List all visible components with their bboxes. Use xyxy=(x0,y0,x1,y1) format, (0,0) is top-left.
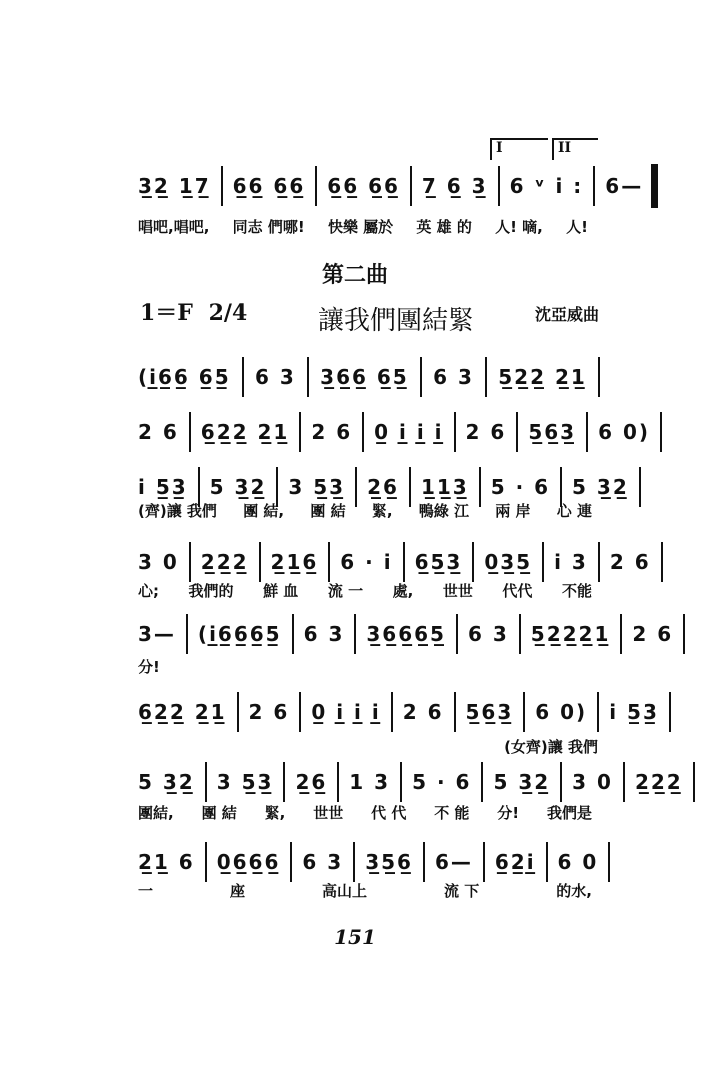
measure: 5 · 6 xyxy=(490,475,551,499)
barline xyxy=(660,412,662,452)
lyric: 高山上 xyxy=(322,882,368,900)
measure: 5̲6̲3̲ xyxy=(528,420,577,444)
barline xyxy=(315,166,317,206)
measure: i 3 xyxy=(554,550,588,574)
lyrics-line-top xyxy=(138,216,610,237)
measure: 2̲2̲2̲ xyxy=(200,550,249,574)
lyric: 分! xyxy=(138,658,160,676)
barline xyxy=(205,762,207,802)
lyric: 鮮 血 xyxy=(263,582,299,600)
lyric: 流 一 xyxy=(327,582,364,600)
barline xyxy=(328,542,330,582)
measure: 6 3 xyxy=(433,365,474,389)
measure: 5 · 6 xyxy=(412,770,472,794)
barline xyxy=(391,692,393,732)
barline xyxy=(661,542,663,582)
section-title: 第二曲 xyxy=(321,263,388,288)
lyric: 的水, xyxy=(556,882,592,900)
measure: 1̲1̲3̲ xyxy=(420,475,469,499)
measure: 6— xyxy=(605,174,644,198)
lyric: 快樂 屬於 xyxy=(327,218,394,236)
measure: (i̲6̲6̲ 6̲5̲ xyxy=(138,365,231,389)
measure: 6 0) xyxy=(598,420,650,444)
barline xyxy=(456,614,458,654)
volta-1-label: I xyxy=(496,140,503,156)
volta-2-label: II xyxy=(558,140,572,156)
lyric: 鴨綠 江 xyxy=(418,502,470,520)
barline xyxy=(483,842,485,882)
measure: 3 0 xyxy=(138,550,179,574)
lyric: 處, xyxy=(392,582,414,600)
lyrics-line xyxy=(138,580,610,601)
measure: 0̲ i̲ i̲ i̲ xyxy=(374,420,444,444)
barline xyxy=(472,542,474,582)
measure: 2 6 xyxy=(248,700,290,724)
measure: 0̲ i̲ i̲ i̲ xyxy=(311,700,381,724)
measure: 6 · i xyxy=(340,550,393,574)
measure: 2̲2̲2̲ xyxy=(634,770,683,794)
measure: 3 5̲3̲ xyxy=(288,475,346,499)
notation-line xyxy=(138,612,674,656)
barline xyxy=(290,842,292,882)
lyric: 緊, xyxy=(371,502,393,520)
barline xyxy=(299,412,301,452)
barline xyxy=(307,357,309,397)
measure: 6 ᵛ i : xyxy=(509,174,584,198)
measure: 6 3 xyxy=(255,365,296,389)
measure: 6 0) xyxy=(535,700,588,724)
barline xyxy=(353,842,355,882)
measure: 5 3̲2̲ xyxy=(209,475,267,499)
barline xyxy=(189,412,191,452)
measure: 3̲6̲6̲ 6̲5̲ xyxy=(320,365,409,389)
lyric: 不能 xyxy=(561,582,592,600)
lyric: 團 結, xyxy=(243,502,285,520)
barline xyxy=(523,692,525,732)
measure: 3— xyxy=(138,622,176,646)
barline xyxy=(639,467,641,507)
barline xyxy=(683,614,685,654)
measure: 5 3̲2̲ xyxy=(138,770,195,794)
measure: 2 6 xyxy=(632,622,674,646)
lyric: 世世 xyxy=(313,804,344,822)
measure: 2 6 xyxy=(311,420,353,444)
barline xyxy=(593,166,595,206)
barline xyxy=(205,842,207,882)
voice-label: (女齊)讓 我們 xyxy=(504,738,598,756)
barline xyxy=(189,542,191,582)
measure: 5̲6̲3̲ xyxy=(465,700,514,724)
barline xyxy=(454,692,456,732)
measure: 6̲2̲2̲ 2̲1̲ xyxy=(138,700,227,724)
lyrics-line xyxy=(138,802,610,823)
key-signature xyxy=(140,296,247,327)
measure: 6̲5̲3̲ xyxy=(414,550,463,574)
volta-bracket-2 xyxy=(552,138,598,160)
barline xyxy=(560,762,562,802)
lyric: 唱吧,唱吧, xyxy=(138,218,210,236)
lyric: 流 下 xyxy=(444,882,480,900)
lyric: 代代 xyxy=(502,582,533,600)
lyric: 分! xyxy=(497,804,520,822)
barline xyxy=(519,614,521,654)
measure: 2̲1̲ 6 xyxy=(138,850,195,874)
barline xyxy=(337,762,339,802)
barline xyxy=(586,412,588,452)
barline xyxy=(299,692,301,732)
barline xyxy=(292,614,294,654)
barline xyxy=(420,357,422,397)
lyric: 緊, xyxy=(264,804,286,822)
measure: i 5̲3̲ xyxy=(609,700,659,724)
barline xyxy=(403,542,405,582)
lyric: 心 連 xyxy=(556,502,592,520)
lyric: 我們的 xyxy=(188,582,234,600)
lyric: 心; xyxy=(138,582,159,600)
page-number: 151 xyxy=(334,925,376,949)
barline xyxy=(186,614,188,654)
measure: 6 3 xyxy=(467,622,509,646)
barline xyxy=(242,357,244,397)
barline xyxy=(620,614,622,654)
lyric: (齊)讓 我們 xyxy=(138,502,217,520)
notation-line xyxy=(138,355,610,399)
lyric: 一 xyxy=(138,882,154,900)
measure: 3̲2̲ 1̲7̲ xyxy=(138,174,211,198)
measure: 3̲5̲6̲ xyxy=(365,850,413,874)
measure: 1 3 xyxy=(349,770,391,794)
barline xyxy=(221,166,223,206)
measure: 2̲6̲ xyxy=(295,770,328,794)
lyrics-line xyxy=(138,880,610,901)
measure: 0̲3̲5̲ xyxy=(484,550,533,574)
barline xyxy=(485,357,487,397)
lyric: 團 結 xyxy=(201,804,237,822)
measure: 6̲2̲2̲ 2̲1̲ xyxy=(200,420,290,444)
barline xyxy=(423,842,425,882)
barline xyxy=(400,762,402,802)
lyrics-line xyxy=(138,656,610,677)
lyric: 代 代 xyxy=(371,804,407,822)
notation-line xyxy=(138,540,651,584)
barline xyxy=(498,166,500,206)
measure: 6 0 xyxy=(557,850,599,874)
barline xyxy=(259,542,261,582)
measure: 2 6 xyxy=(402,700,444,724)
barline xyxy=(597,692,599,732)
barline xyxy=(237,692,239,732)
notation-line xyxy=(138,410,650,454)
notation-line xyxy=(138,760,683,804)
barline xyxy=(410,166,412,206)
barline xyxy=(354,614,356,654)
key-label: 1＝F xyxy=(140,300,193,326)
measure: 2 6 xyxy=(465,420,507,444)
measure: 5 3̲2̲ xyxy=(493,770,551,794)
time-signature: 2/4 xyxy=(208,300,248,326)
volta-bracket-1 xyxy=(490,138,548,160)
measure: 6̲6̲ 6̲6̲ xyxy=(232,174,306,198)
measure: 2̲1̲6̲ xyxy=(270,550,319,574)
song-title: 讓我們團結緊 xyxy=(318,306,475,336)
composer: 沈亞威曲 xyxy=(535,305,600,324)
measure: 0̲6̲6̲6̲ xyxy=(216,850,281,874)
measure: 6̲6̲ 6̲6̲ xyxy=(327,174,400,198)
measure: 3 0 xyxy=(572,770,613,794)
barline xyxy=(516,412,518,452)
barline xyxy=(283,762,285,802)
barline xyxy=(454,412,456,452)
measure: 6̲2̲i̲ xyxy=(494,850,536,874)
measure: i 5̲3̲ xyxy=(138,475,188,499)
lyric: 兩 岸 xyxy=(495,502,531,520)
lyric: 人! xyxy=(566,218,588,236)
barline xyxy=(608,842,610,882)
lyric: 團 結 xyxy=(310,502,346,520)
measure: 6 3 xyxy=(302,850,344,874)
barline xyxy=(542,542,544,582)
final-barline xyxy=(651,164,658,208)
lyric: 人! 嘀, xyxy=(495,218,543,236)
barline xyxy=(481,762,483,802)
measure: (i̲6̲6̲6̲5̲ xyxy=(197,622,282,646)
measure: 2̲6̲ xyxy=(367,475,399,499)
barline xyxy=(669,692,671,732)
measure: 6 3 xyxy=(303,622,345,646)
measure: 5̲2̲2̲ 2̲1̲ xyxy=(498,365,587,389)
measure: 2 6 xyxy=(609,550,651,574)
barline xyxy=(362,412,364,452)
notation-line-top xyxy=(138,164,644,208)
lyrics-line xyxy=(138,500,610,521)
barline xyxy=(598,542,600,582)
lyric: 不 能 xyxy=(434,804,470,822)
barline xyxy=(598,357,600,397)
barline xyxy=(546,842,548,882)
measure: 3̲6̲6̲6̲5̲ xyxy=(366,622,446,646)
measure: 5̲2̲2̲2̲1̲ xyxy=(530,622,611,646)
lyric: 座 xyxy=(230,882,246,900)
barline xyxy=(623,762,625,802)
barline xyxy=(693,762,695,802)
measure: 3 5̲3̲ xyxy=(216,770,274,794)
measure: 2 6 xyxy=(138,420,179,444)
lyric: 團結, xyxy=(138,804,174,822)
lyric: 世世 xyxy=(442,582,473,600)
lyric: 我們是 xyxy=(546,804,592,822)
measure: 7̲ 6̲ 3̲ xyxy=(421,174,488,198)
measure: 5 3̲2̲ xyxy=(572,475,629,499)
notation-line xyxy=(138,690,659,734)
lyric: 同志 們哪! xyxy=(232,218,305,236)
notation-line xyxy=(138,840,610,884)
measure: 6— xyxy=(434,850,473,874)
lyric: 英 雄 的 xyxy=(416,218,472,236)
